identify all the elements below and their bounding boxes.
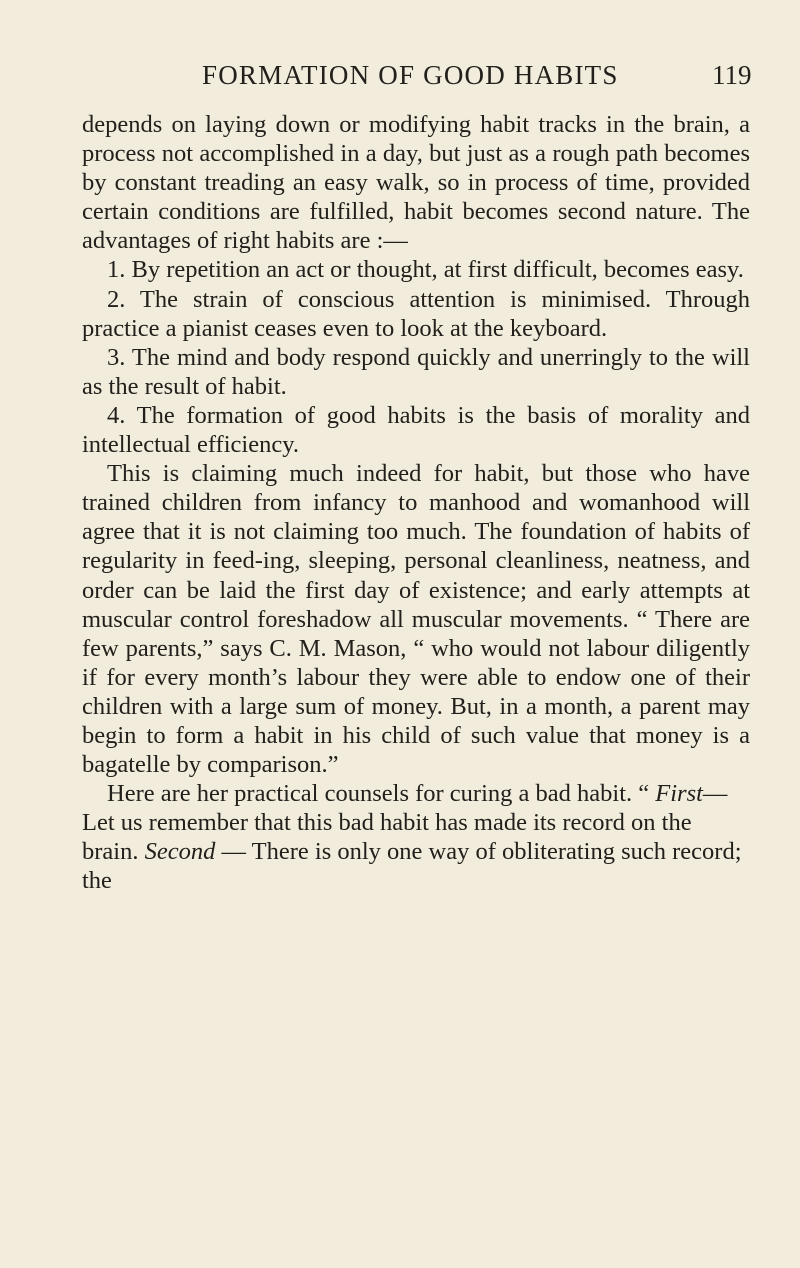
paragraph-continuation: depends on laying down or modifying habit tracks in the brain, a process not accomplished in a day, but just as a rough path becomes by constant treading an easy walk, so in process of time, provided certain conditions are fulfilled, habit becomes second nature. The advantages of right habits are :— — [82, 111, 750, 255]
paragraph-practical-counsels — [82, 779, 750, 895]
counsels-text-1: Here are her practical counsels for curing a bad habit. “ — [107, 780, 656, 808]
page-number: 119 — [712, 60, 752, 90]
counsels-text-3: — There is only one way of obliterating such record; the — [82, 838, 742, 895]
list-item-2: 2. The strain of conscious attention is minimised. Through practice a pianist ceases even to look at the keyboard. — [82, 285, 750, 342]
running-head-title: FORMATION OF GOOD HABITS — [202, 60, 619, 90]
list-item-1: 1. By repetition an act or thought, at first difficult, becomes easy. — [107, 256, 744, 284]
second-label: Second — [144, 838, 216, 866]
running-head — [0, 60, 800, 100]
list-item-3: 3. The mind and body respond quickly and unerringly to the will as the result of habit. — [82, 343, 750, 400]
paragraph-habit-claim: This is claiming much indeed for habit, but those who have trained children from infancy to manhood and womanhood will agree that it is not claiming too much. The foundation of habits of regularity in feed-ing, sleeping, personal cleanliness, neatness, and order can be laid the first day of existence; and early attempts at muscular control foreshadow all muscular movements. “ There are few parents,” says C. M. Mason, “ who would not labour diligently if for every month’s labour they were able to endow one of their children with a large sum of money. But, in a month, a parent may begin to form a habit in his child of such value that money is a bagatelle by comparison.” — [82, 460, 750, 779]
page-body — [82, 110, 750, 896]
counsels-text-2: —Let us remember that this bad habit has made its record on the brain. — [82, 780, 728, 866]
first-label: First — [655, 780, 703, 808]
list-item-4: 4. The formation of good habits is the basis of morality and intellectual efficiency. — [82, 401, 750, 459]
